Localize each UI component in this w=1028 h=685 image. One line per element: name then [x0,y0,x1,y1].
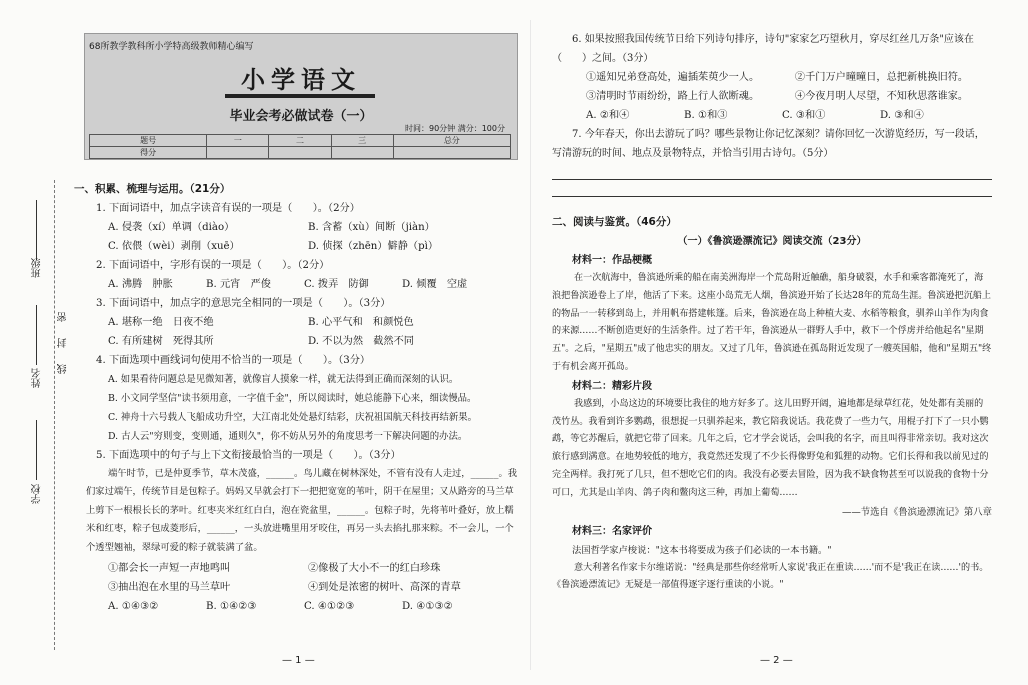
part-1-title: （一）《鲁滨逊漂流记》阅读交流（23分） [677,236,867,247]
option[interactable]: C. 有所建树 死得其所 [108,336,214,347]
option[interactable]: B. 心平气和 和颜悦色 [308,317,414,328]
option[interactable]: B. 元宵 严俊 [206,279,271,290]
option[interactable]: B. 小文同学坚信"读书须用意，一字值千金"，所以阅读时，她总能静下心来，细读慢品。 [108,393,477,404]
score-cell: 总分 [393,135,510,147]
school-line [36,420,37,480]
score-cell[interactable] [207,147,269,159]
binding-strip [0,0,70,685]
class-line [36,200,37,260]
option[interactable]: A. 堪称一绝 日夜不绝 [108,317,214,328]
class-label: 班级 [32,258,43,278]
material-2-source: ——节选自《鲁滨逊漂流记》第八章 [841,506,992,518]
material-1-text: 在一次航海中，鲁滨逊所乘的船在南美洲海岸一个荒岛附近触礁，船身破裂，水手和乘客都淹死了，海浪把鲁滨逊卷上了岸，他活了下来。这座小岛荒无人烟，鲁滨逊开始了长达28年的荒岛生涯。鲁滨逊把沉船上的物品一一转移到岛上，并用帆布搭建帐篷。后来，鲁滨逊在岛上种植大麦、水稻等粮食，驯养山羊作为肉食的来源……不断创造更好的生活条件。过了若干年，鲁滨逊从一群野人手中，救下一个俘虏并给他起名"星期五"。之后，"星期五"成了他忠实的朋友。又过了几年，鲁滨逊在孤岛附近发现了一艘英国船，他和"星期五"终于有机会离开孤岛。 [552,273,992,372]
question-1: 1. 下面词语中，加点字读音有误的一项是（ ）。（2分） [96,203,360,214]
left-column [74,180,518,616]
exam-subtitle: 毕业会考必做试卷（一） [229,109,373,124]
material-3-quote-2: 意大利著名作家卡尔维诺说："经典是那些你经常听人家说'我正在重读……'而不是'我正在读……'的书。《鲁滨逊漂流记》无疑是一部值得逐字逐行重读的小说。" [552,562,989,591]
score-cell: 题号 [90,135,207,147]
author-note: 68所教学教科所小学特高级教师精心编写 [89,42,254,52]
option[interactable]: D. ④①③② [402,601,453,613]
section-2-title: 二、阅读与鉴赏。（46分） [552,216,677,228]
name-label: 姓名 [32,368,43,388]
score-value-row [90,147,511,159]
answer-line[interactable] [552,165,992,180]
option[interactable]: C. ③和① [782,110,826,121]
page-number-2: — 2 — [760,655,793,666]
option[interactable]: A. 侵袭（xí）单调（diào） [108,222,235,233]
page-divider [530,20,531,670]
option[interactable]: B. ①④②③ [206,601,257,613]
title-band [225,94,375,98]
material-2-text: 我感到，小岛这边的环境要比我住的地方好多了。这儿田野开阔，遍地都是绿草红花，处处都有美丽的茂竹丛。我看到许多鹦鹉，很想捉一只驯养起来，教它陪我说话。我花费了一些力气，用棍子打下了一只小鹦鹉，等它苏醒后，就把它带了回来。几年之后，它才学会说话，会叫我的名字，而且叫得非常亲切。我对这次旅行感到满意。在地势较低的地方，我竟然还发现了不少长得像野兔和狐狸的动物。它们长得和我以前见过的完全两样。我打死了几只，但不想吃它们的肉。我没有必要去冒险，因为我不缺食物甚至可以说我的食物十分可口，尤其是山羊肉、鸽子肉和鳖肉这三种，再加上葡萄…… [552,398,989,498]
score-cell[interactable] [331,147,393,159]
score-table [89,134,511,159]
exam-meta: 时间：90分钟 满分：100分 [405,124,505,133]
seal-mark: 密 [58,312,69,322]
choice-item: ②千门万户曈曈日，总把新桃换旧符。 [794,72,969,83]
question-2: 2. 下面词语中，字形有误的一项是（ ）。（2分） [96,260,330,271]
option[interactable]: C. 拨弄 防御 [304,279,369,290]
exam-header [84,33,518,160]
q1-options [74,218,518,237]
score-cell: 二 [269,135,331,147]
question-6: 6. 如果按照我国传统节日给下列诗句排序，诗句"家家乞巧望秋月，穿尽红丝几万条"应该在（ ）之间。（3分） [552,34,974,64]
choice-item: ④今夜月明人尽望，不知秋思落谁家。 [794,91,969,102]
choice-item: ③清明时节雨纷纷，路上行人欲断魂。 [586,91,760,102]
name-line [36,305,37,365]
q6-options [552,106,992,125]
q5-items [74,559,518,578]
q1-options-2 [74,237,518,256]
seal-mark-3: 线 [58,364,69,374]
choice-item: ①遥知兄弟登高处，遍插茱萸少一人。 [586,72,760,83]
q2-options [74,275,518,294]
q6-items-2 [552,87,992,106]
page-number-1: — 1 — [282,655,315,666]
school-label: 学校 [32,484,43,504]
option[interactable]: A. ②和④ [586,110,630,121]
q5-passage: 端午时节，已是仲夏季节，草木茂盛，______。鸟儿藏在树林深处，不管有没有人走过，______。我们家过端午，传统节目是包粽子。妈妈又早就会打下一把把宽宽的苇叶，阴干在屋里；又从路旁的马兰草上剪下一根根长长的茅叶。红枣夹米红红白白，泡在瓷盆里，______。包粽子时，先将苇叶叠好，放上糯米和红枣，粽子包成菱形后，______，一头放进嘴里用牙咬住，再另一头去掐扎那来粽。不一会儿，一个个透型翘袖，翠绿可爱的粽子就装满了盆。 [86,468,518,553]
option[interactable]: C. 神舟十六号载人飞船成功升空，大江南北处处悬灯结彩，庆祝祖国航天科技再结新果。 [108,412,478,423]
option[interactable]: D. 古人云"穷则变，变则通，通则久"，你不妨从另外的角度思考一下解决问题的办法。 [108,431,468,442]
question-7: 7. 今年春天，你出去游玩了吗？哪些景物让你记忆深刻？请你回忆一次游览经历，写一段话，写清游玩的时间、地点及景物特点，并恰当引用古诗句。（5分） [552,129,985,159]
question-3: 3. 下面词语中，加点字的意思完全相同的一项是（ ）。（3分） [96,298,391,309]
q3-options-2 [74,332,518,351]
choice-item: ④到处是浓密的树叶、高深的青草 [308,582,461,594]
question-5: 5. 下面选项中的句子与上下文衔接最恰当的一项是（ ）。（3分） [96,450,401,461]
q5-options [74,597,518,616]
score-cell: 一 [207,135,269,147]
q5-items-2 [74,578,518,597]
score-cell: 得分 [90,147,207,159]
q3-options [74,313,518,332]
option[interactable]: A. 如果看待问题总是见微知著，就像盲人摸象一样，就无法得到正确而深刻的认识。 [108,374,459,385]
option[interactable]: D. 倾覆 空虚 [402,279,468,290]
score-cell: 三 [331,135,393,147]
q6-items [552,68,992,87]
option[interactable]: D. 不以为然 截然不同 [308,336,414,347]
material-1-title: 材料一：作品梗概 [572,255,652,266]
material-3-title: 材料三：名家评价 [572,525,652,537]
option[interactable]: C. ④①②③ [304,601,355,613]
score-cell[interactable] [393,147,510,159]
section-1-title: 一、积累、梳理与运用。（21分） [74,183,231,195]
option[interactable]: C. 依偎（wèi）剥削（xuē） [108,241,240,252]
material-2-title: 材料二：精彩片段 [572,380,652,392]
score-header-row [90,135,511,147]
exam-title: 小学语文 [241,65,361,94]
option[interactable]: A. 沸腾 肿胀 [108,279,173,290]
score-cell[interactable] [269,147,331,159]
option[interactable]: A. ①④③② [108,601,159,613]
option[interactable]: B. ①和③ [684,110,728,121]
option[interactable]: B. 含蓄（xù）间断（jiàn） [308,222,435,233]
seal-mark-2: 封 [58,338,69,348]
cut-line [54,180,55,650]
choice-item: ③抽出泡在水里的马兰草叶 [108,582,231,594]
right-column [552,30,992,595]
material-3-quote-1: 法国哲学家卢梭说："这本书将要成为孩子们必读的一本书籍。" [572,544,832,556]
answer-line[interactable] [552,182,992,197]
choice-item: ②像极了大小不一的红白珍珠 [308,563,441,575]
question-4: 4. 下面选项中画线词句使用不恰当的一项是（ ）。（3分） [96,355,371,366]
choice-item: ①都会长一声短一声地鸣叫 [108,563,231,575]
option[interactable]: D. 侦探（zhēn）僻静（pì） [308,241,439,252]
option[interactable]: D. ③和④ [880,110,924,121]
